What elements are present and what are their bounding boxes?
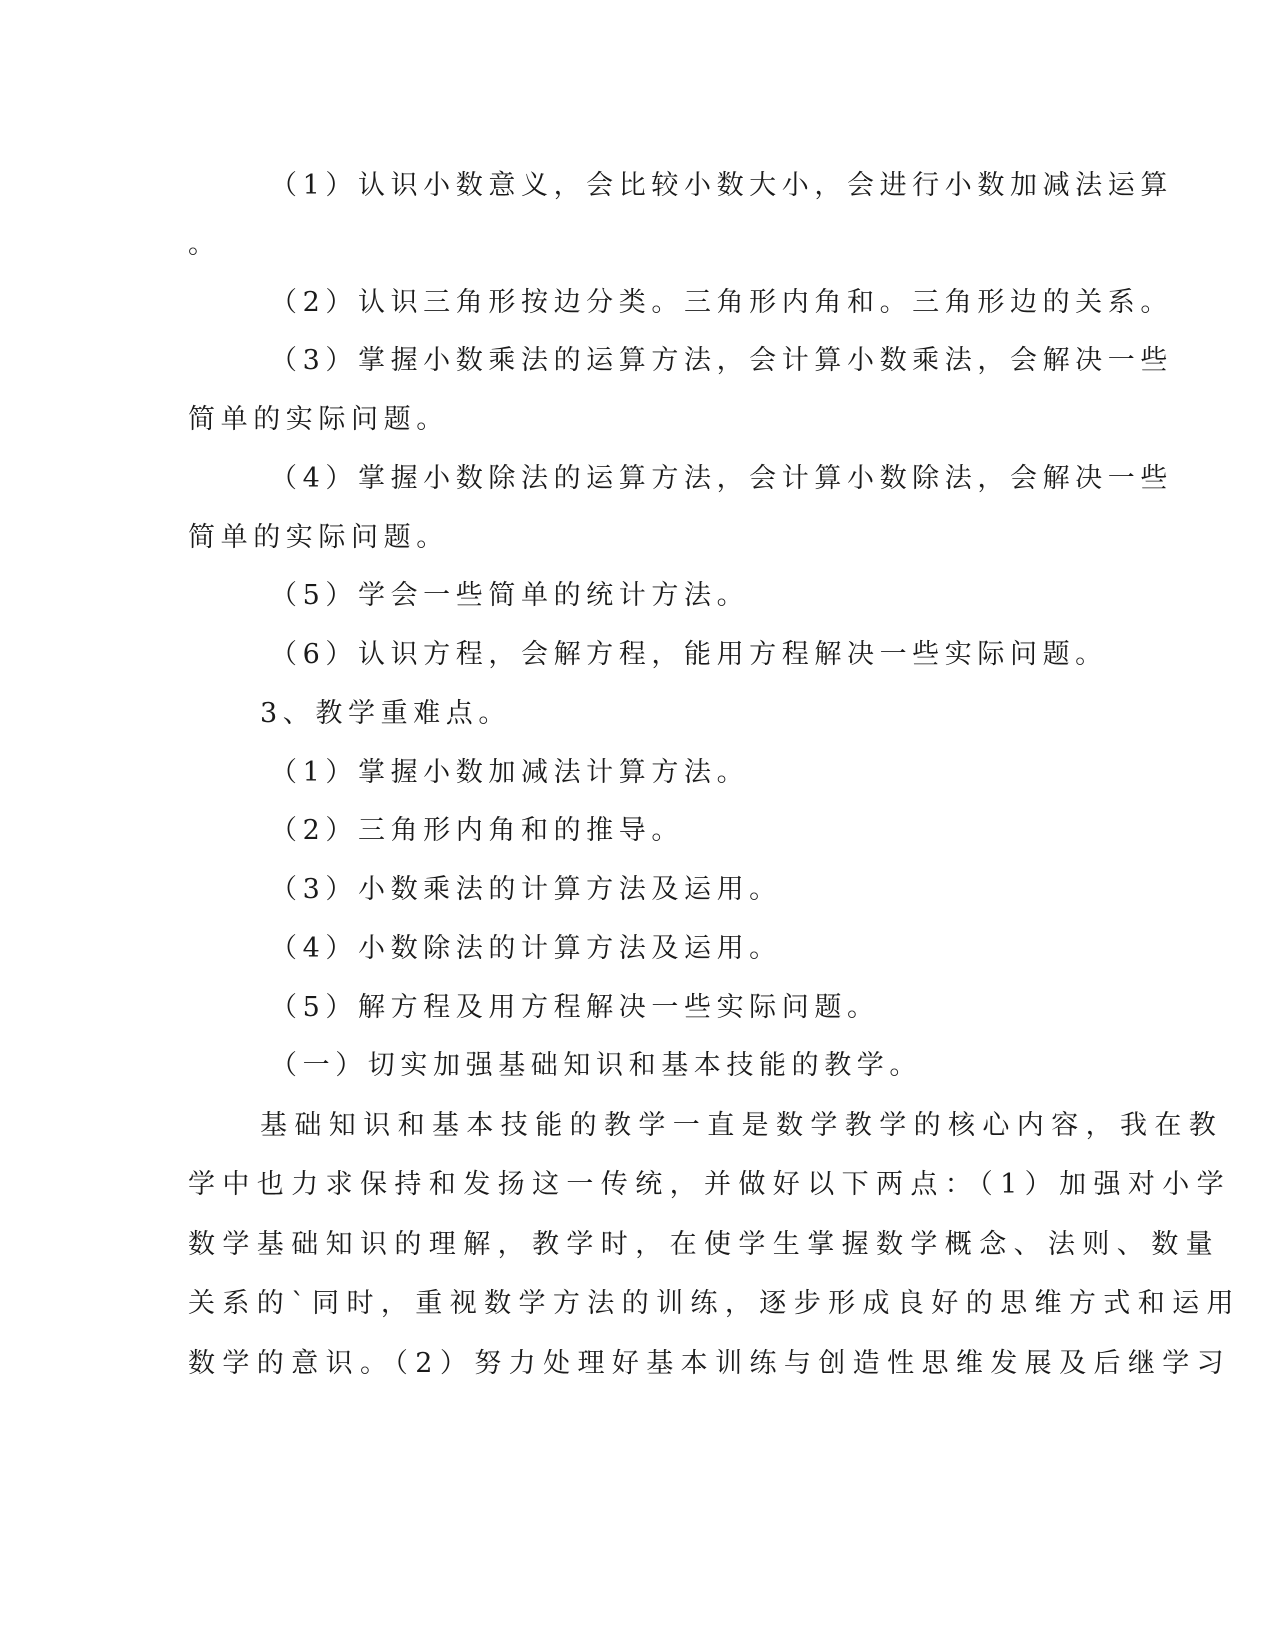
paragraph-goal-3-line-2: 简单的实际问题。 [188,404,449,435]
paragraph-goal-2: （2）认识三角形按边分类。三角形内角和。三角形边的关系。 [270,287,1173,318]
body-paragraph-line-2: 学中也力求保持和发扬这一传统，并做好以下两点：（1）加强对小学 [188,1169,1232,1200]
body-paragraph-line-4: 关系的`同时，重视数学方法的训练，逐步形成良好的思维方式和运用 [188,1288,1241,1319]
body-paragraph-line-3: 数学基础知识的理解，教学时，在使学生掌握数学概念、法则、数量 [188,1229,1220,1260]
key-point-5: （5）解方程及用方程解决一些实际问题。 [270,992,880,1023]
subsection-heading-basics: （一）切实加强基础知识和基本技能的教学。 [270,1050,922,1081]
section-heading-key-points: 3、教学重难点。 [260,698,511,729]
paragraph-goal-5: （5）学会一些简单的统计方法。 [270,580,750,611]
key-point-4: （4）小数除法的计算方法及运用。 [270,933,782,964]
key-point-3: （3）小数乘法的计算方法及运用。 [270,874,782,905]
key-point-2: （2）三角形内角和的推导。 [270,815,684,846]
body-paragraph-line-1: 基础知识和基本技能的教学一直是数学教学的核心内容，我在教 [260,1110,1224,1141]
key-point-1: （1）掌握小数加减法计算方法。 [270,757,750,788]
paragraph-goal-1-line-1: （1）认识小数意义，会比较小数大小，会进行小数加减法运算 [270,170,1173,201]
paragraph-goal-6: （6）认识方程，会解方程，能用方程解决一些实际问题。 [270,639,1108,670]
body-paragraph-line-5: 数学的意识。（2）努力处理好基本训练与创造性思维发展及后继学习 [188,1348,1232,1379]
paragraph-goal-3-line-1: （3）掌握小数乘法的运算方法，会计算小数乘法，会解决一些 [270,345,1173,376]
paragraph-goal-4-line-1: （4）掌握小数除法的运算方法，会计算小数除法，会解决一些 [270,463,1173,494]
paragraph-goal-4-line-2: 简单的实际问题。 [188,522,449,553]
paragraph-goal-1-line-2: 。 [188,229,221,260]
